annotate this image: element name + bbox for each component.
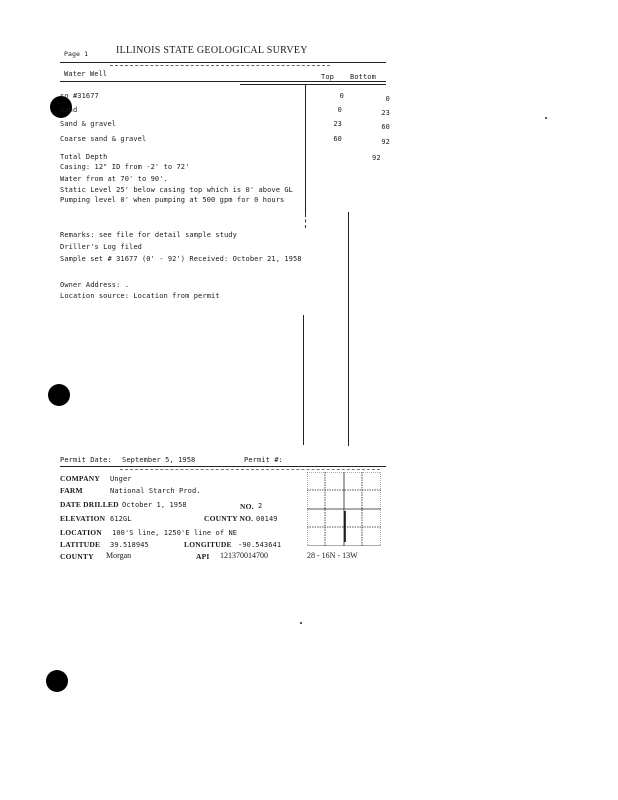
water-line: Water from at 70' to 90'. xyxy=(60,175,168,183)
section-location-grid xyxy=(307,472,381,546)
log-row: 0 0 xyxy=(339,92,390,103)
county-label: COUNTY xyxy=(60,552,94,561)
page-number: Page 1 xyxy=(64,50,89,58)
header-rule-2 xyxy=(60,81,386,82)
longitude-value: -90.543641 xyxy=(238,541,282,549)
drillers-log-line: Driller's Log filed xyxy=(60,243,142,251)
sample-set-line: Sample set # 31677 (0' - 92') Received: October 21, 1958 xyxy=(60,255,302,263)
longitude-label: LONGITUDE xyxy=(184,540,232,549)
county-no-value: 00149 xyxy=(256,515,278,523)
elevation-value: 612GL xyxy=(110,515,132,523)
static-level-line: Static Level 25' below casing top which is 0' above GL xyxy=(60,186,293,194)
total-depth-value: 92 xyxy=(372,154,381,162)
log-row: Sand 0 23 xyxy=(60,106,390,117)
col-header-top: Top xyxy=(321,73,334,81)
header-rule-1 xyxy=(60,62,386,63)
permit-rule-dashed xyxy=(120,469,380,470)
log-column-divider xyxy=(305,84,306,214)
location-value: 100'S line, 1250'E line of NE xyxy=(112,529,238,537)
pumping-level-line: Pumping level 0' when pumping at 500 gpm for 0 hours xyxy=(60,196,285,204)
location-label: LOCATION xyxy=(60,528,102,537)
log-row: Sand & gravel 23 60 xyxy=(60,120,390,131)
county-value: Morgan xyxy=(106,551,132,560)
no-label: NO. xyxy=(240,502,254,511)
elevation-label: ELEVATION xyxy=(60,514,106,523)
permit-number-label: Permit #: xyxy=(244,456,283,464)
permit-rule xyxy=(60,466,386,467)
binder-hole-bottom xyxy=(46,670,68,692)
left-lower-divider xyxy=(303,315,304,445)
log-row: so #31677 xyxy=(60,92,99,100)
log-row: Coarse sand & gravel 60 92 xyxy=(60,135,390,146)
total-depth-label: Total Depth xyxy=(60,153,108,161)
scan-speck xyxy=(300,622,302,624)
permit-date-label: Permit Date: xyxy=(60,456,112,464)
casing-line: Casing: 12" ID from -2' to 72' xyxy=(60,163,190,171)
log-column-divider-dashed xyxy=(305,214,306,228)
api-value: 121370014700 xyxy=(220,551,268,560)
date-drilled-value: October 1, 1958 xyxy=(122,501,187,509)
company-label: COMPANY xyxy=(60,474,101,483)
date-drilled-label: DATE DRILLED xyxy=(60,500,119,509)
binder-hole-middle xyxy=(48,384,70,406)
agency-title: ILLINOIS STATE GEOLOGICAL SURVEY xyxy=(116,45,308,56)
farm-label: FARM xyxy=(60,486,83,495)
location-source: Location source: Location from permit xyxy=(60,292,220,300)
header-rule-dashed xyxy=(110,65,330,66)
farm-value: National Starch Prod. xyxy=(110,487,201,495)
remarks-line: Remarks: see file for detail sample study xyxy=(60,231,237,239)
county-no-label: COUNTY NO. xyxy=(204,514,254,523)
right-column-divider xyxy=(348,212,349,446)
col-header-bottom: Bottom xyxy=(350,73,376,81)
permit-date-value: September 5, 1958 xyxy=(122,456,196,464)
latitude-label: LATITUDE xyxy=(60,540,101,549)
owner-address: Owner Address: . xyxy=(60,281,130,289)
scan-speck xyxy=(545,117,547,119)
no-value: 2 xyxy=(258,502,263,510)
company-value: Unger xyxy=(110,475,132,483)
section-title: Water Well xyxy=(64,70,108,78)
township-range: 28 - 16N - 13W xyxy=(307,551,358,560)
api-label: API xyxy=(196,552,210,561)
latitude-value: 39.518945 xyxy=(110,541,149,549)
header-rule-3 xyxy=(240,84,386,85)
